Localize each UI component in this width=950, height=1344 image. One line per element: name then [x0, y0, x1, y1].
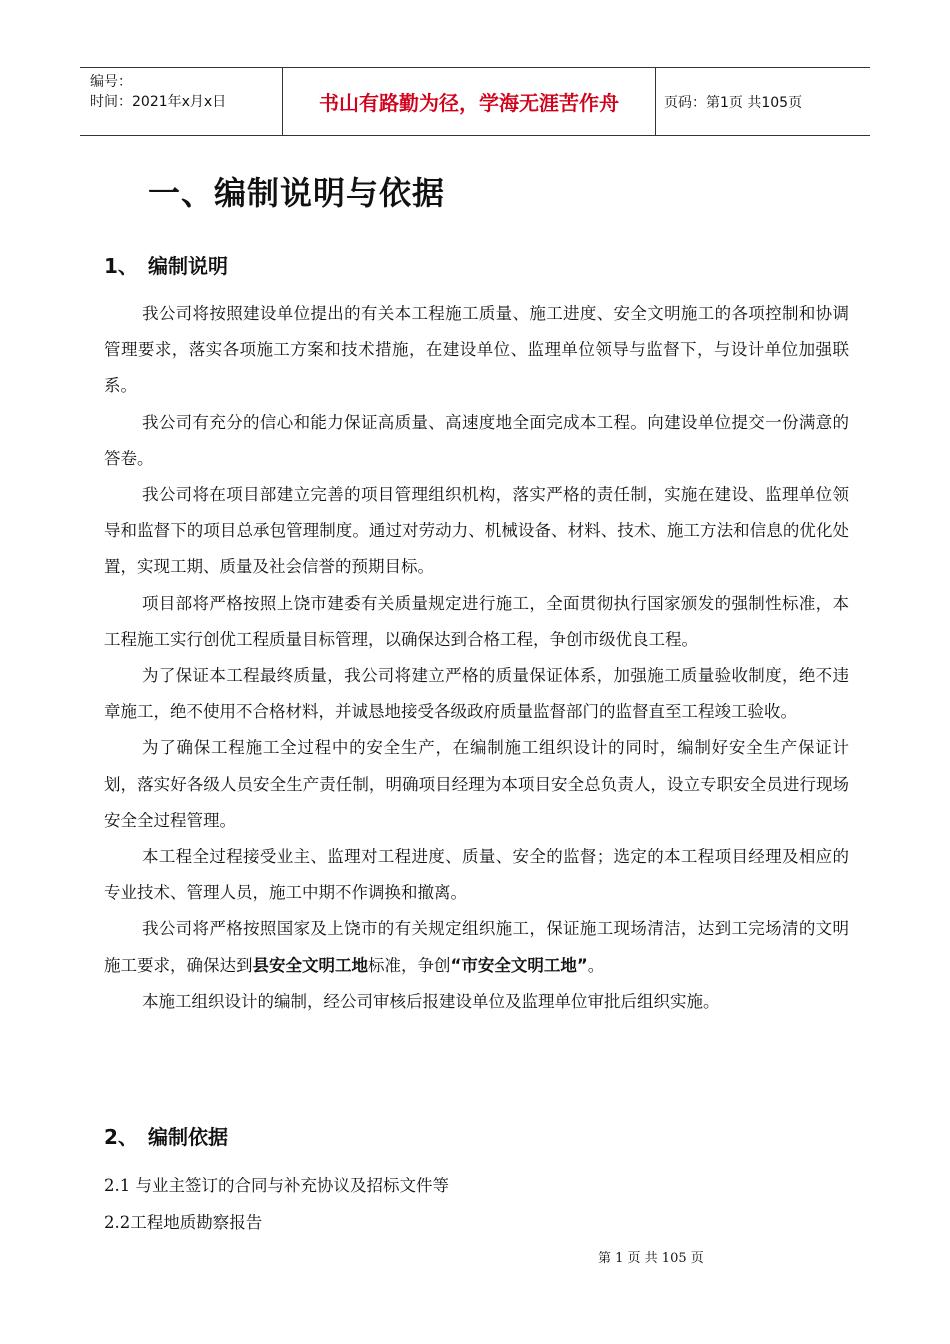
- page-title: 一、编制说明与依据: [148, 174, 446, 212]
- paragraph: 我公司将在项目部建立完善的项目管理组织机构，落实严格的责任制，实施在建设、监理单位领导和监督下的项目总承包管理制度。通过对劳动力、机械设备、材料、技术、施工方法和信息的优化处置，实现工期、质量及社会信誉的预期目标。: [104, 485, 849, 577]
- basis-item: 2.1 与业主签订的合同与补充协议及招标文件等: [104, 1176, 449, 1195]
- document-number-label: 编号：: [90, 74, 132, 90]
- paragraph-text: 。: [587, 955, 605, 975]
- emphasis-text: “市安全文明工地”: [450, 955, 588, 975]
- header-table: [80, 67, 870, 136]
- header-motto: 书山有路勤为径，学海无涯苦作舟: [282, 68, 656, 135]
- page-footer: 第 1 页 共 105 页: [598, 1251, 704, 1266]
- section-number: 1、: [104, 254, 138, 278]
- paragraph: 为了保证本工程最终质量，我公司将建立严格的质量保证体系，加强施工质量验收制度，绝不违章施工，绝不使用不合格材料，并诚恳地接受各级政府质量监督部门的监督直至工程竣工验收。: [104, 666, 849, 722]
- section-heading-2: [104, 1121, 228, 1150]
- paragraph: [104, 911, 849, 983]
- section-label: 编制说明: [148, 254, 228, 278]
- paragraph: 本工程全过程接受业主、监理对工程进度、质量、安全的监督；选定的本工程项目经理及相应的专业技术、管理人员，施工中期不作调换和撤离。: [104, 847, 849, 903]
- paragraph: 本施工组织设计的编制，经公司审核后报建设单位及监理单位审批后组织实施。: [142, 991, 720, 1011]
- document-date-label: 时间：2021年x月x日: [90, 94, 227, 110]
- emphasis-text: 县安全文明工地: [252, 955, 368, 975]
- paragraph: 我公司有充分的信心和能力保证高质量、高速度地全面完成本工程。向建设单位提交一份满意的答卷。: [104, 412, 849, 468]
- header-page-info: 页码：第1页 共105页: [664, 94, 803, 111]
- paragraph: 项目部将严格按照上饶市建委有关质量规定进行施工，全面贯彻执行国家颁发的强制性标准，本工程施工实行创优工程质量目标管理，以确保达到合格工程，争创市级优良工程。: [104, 593, 849, 649]
- header-left-cell: [80, 68, 282, 135]
- section-heading-1: [104, 250, 228, 279]
- section-label: 编制依据: [148, 1125, 228, 1149]
- basis-item: 2.2工程地质勘察报告: [104, 1213, 263, 1232]
- section-1-body: [104, 296, 849, 1020]
- paragraph: 为了确保工程施工全过程中的安全生产，在编制施工组织设计的同时，编制好安全生产保证计划，落实好各级人员安全生产责任制，明确项目经理为本项目安全总负责人，设立专职安全员进行现场安全全过程管理。: [104, 738, 849, 830]
- paragraph-text: 我公司将严格按照国家及上饶市的有关规定组织施工，保证施工现场清洁，达到工完场清的文明施工要求，确保达到: [104, 919, 849, 975]
- paragraph-text: 标准，争创: [368, 955, 451, 975]
- section-number: 2、: [104, 1125, 138, 1149]
- paragraph: 我公司将按照建设单位提出的有关本工程施工质量、施工进度、安全文明施工的各项控制和协调管理要求，落实各项施工方案和技术措施，在建设单位、监理单位领导与监督下，与设计单位加强联系。: [104, 304, 849, 396]
